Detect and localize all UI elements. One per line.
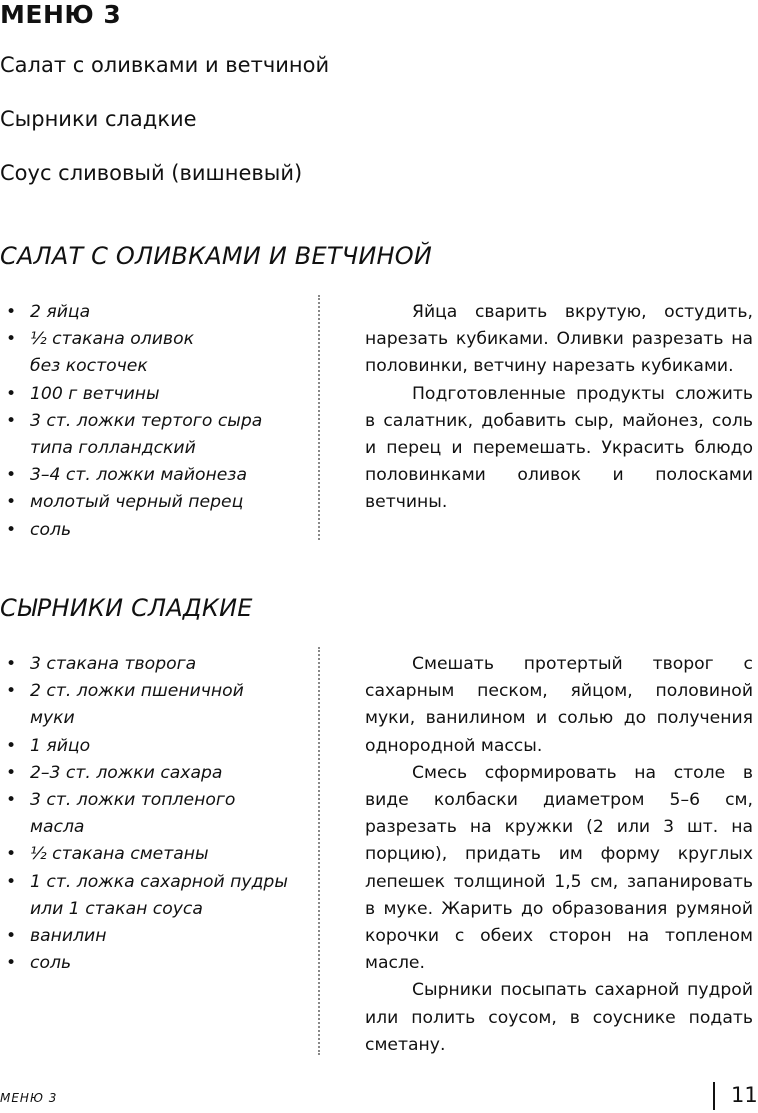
ingredient-item: • 1 ст. ложка сахарной пудры или 1 стакан соуса (6, 869, 302, 923)
ingredient-item: • 3 ст. ложки топленого масла (6, 787, 275, 841)
ingredients-list-syrniki (6, 651, 306, 977)
ingredient-item: • 100 г ветчины (6, 381, 306, 408)
recipe-title-syrniki: СЫРНИКИ СЛАДКИЕ (0, 594, 253, 622)
menu-list-item: Соус сливовый (вишневый) (0, 161, 303, 185)
ingredient-item: • 2 яйца (6, 299, 306, 326)
steps-salad (365, 299, 753, 517)
menu-list-item: Сырники сладкие (0, 107, 197, 131)
ingredient-item: • 3 ст. ложки тертого сыра типа голландский (6, 408, 298, 462)
footer-section-label: МЕНЮ 3 (0, 1091, 58, 1105)
footer-rule (713, 1082, 715, 1110)
ingredient-item: • 1 яйцо (6, 733, 306, 760)
menu-list (0, 52, 329, 214)
step-paragraph: Смесь сформировать на столе в виде колбаски диаметром 5–6 см, разрезать на кружки (2 или 3 шт. на порцию), придать им форму круглых лепешек толщиной 1,5 см, запанировать в муке. Жарить до образования румяной корочки с обеих сторон на топленом масле. (365, 762, 753, 974)
ingredient-item: • ½ стакана сметаны (6, 841, 306, 868)
ingredient-item: • молотый черный перец (6, 489, 306, 516)
ingredient-item: • 2–3 ст. ложки сахара (6, 760, 306, 787)
ingredients-list-salad (6, 299, 306, 544)
step-paragraph: Подготовленные продукты сложить в салатник, добавить сыр, майонез, соль и перец и перемешать. Украсить блюдо половинками оливок и полосками ветчины. (365, 383, 753, 513)
page-number: 11 (731, 1083, 758, 1107)
ingredient-item: • 2 ст. ложки пшеничной муки (6, 678, 275, 732)
ingredient-item: • 3–4 ст. ложки майонеза (6, 462, 306, 489)
ingredient-item: • соль (6, 950, 306, 977)
step-paragraph: Смешать протертый творог с сахарным песком, яйцом, половиной муки, ванилином и солью до получения однородной массы. (365, 654, 753, 756)
ingredient-item: • соль (6, 517, 306, 544)
menu-list-item: Салат с оливками и ветчиной (0, 53, 330, 77)
steps-syrniki (365, 651, 753, 1059)
column-divider (318, 295, 320, 540)
ingredient-item: • ½ стакана оливок без косточек (6, 326, 220, 380)
recipe-title-salad: САЛАТ С ОЛИВКАМИ И ВЕТЧИНОЙ (0, 242, 432, 270)
column-divider (318, 647, 320, 1055)
step-paragraph: Сырники посыпать сахарной пудрой или полить соусом, в соуснике подать сметану. (365, 980, 753, 1055)
ingredient-item: • ванилин (6, 923, 306, 950)
menu-title: МЕНЮ 3 (0, 0, 122, 29)
ingredient-item: • 3 стакана творога (6, 651, 306, 678)
step-paragraph: Яйца сварить вкрутую, остудить, нарезать кубиками. Оливки разрезать на половинки, ветчину нарезать кубиками. (365, 302, 753, 377)
